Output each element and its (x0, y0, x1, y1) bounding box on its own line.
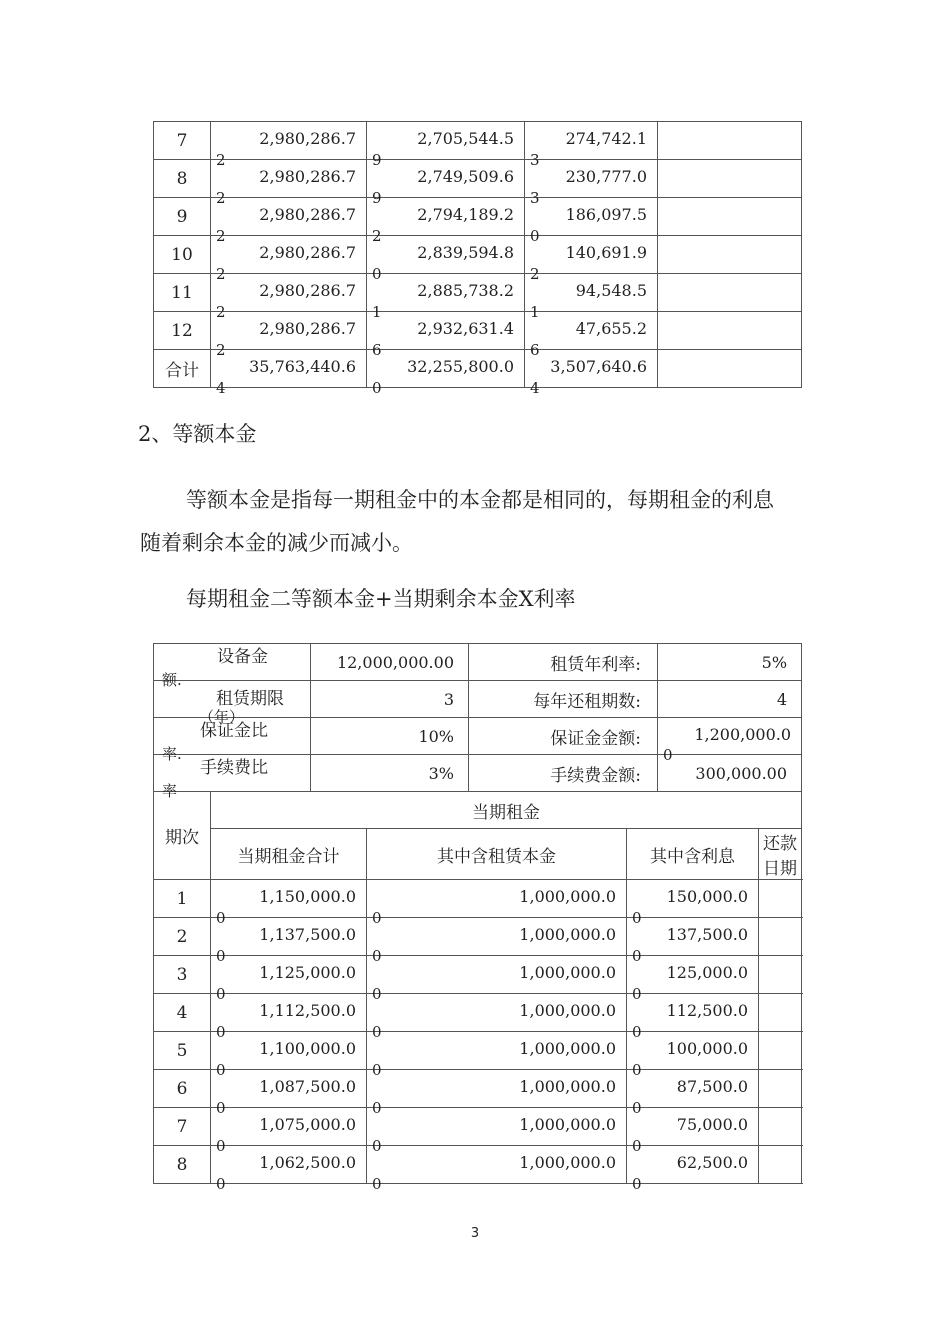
interest-value-wrap: 6 (530, 341, 540, 359)
interest-value: 230,777.0 (565, 167, 647, 186)
interest-value-cell (525, 236, 658, 283)
principal-value-wrap: 0 (372, 265, 382, 283)
principal-value-cell (367, 198, 525, 245)
period-cell: 5 (154, 1032, 211, 1070)
interest-value-wrap: 0 (632, 909, 642, 927)
total-value-wrap: 0 (216, 1061, 226, 1079)
period-cell: 9 (154, 198, 211, 236)
fee-amount-label: 手续费金额: (469, 755, 658, 792)
date-cell (759, 1070, 802, 1108)
date-cell (658, 350, 802, 388)
deposit-ratio-label-cell (154, 718, 311, 763)
total-value-wrap: 0 (216, 1099, 226, 1117)
total-value-cell (211, 1032, 367, 1079)
total-value-cell (211, 1070, 367, 1117)
deposit-ratio-label: 保证金比 (200, 721, 268, 741)
total-value: 1,087,500.0 (259, 1077, 356, 1096)
total-value: 2,980,286.7 (259, 167, 356, 186)
table-row (154, 122, 802, 160)
principal-value-wrap: 0 (372, 379, 382, 397)
table-row (154, 918, 802, 956)
interest-value: 137,500.0 (666, 925, 749, 944)
principal-value: 1,000,000.0 (519, 887, 616, 906)
principal-value: 1,000,000.0 (519, 1001, 616, 1020)
principal-value: 32,255,800.0 (407, 357, 514, 376)
total-value: 2,980,286.7 (259, 243, 356, 262)
equal-principal-table-body (154, 644, 802, 1193)
principal-value-cell (367, 350, 525, 397)
interest-value-wrap: 1 (530, 303, 540, 321)
paragraph-line: 随着剩余本金的减少而减小。 (140, 531, 413, 555)
interest-value-cell (525, 160, 658, 207)
interest-value-cell (627, 1070, 759, 1117)
period-cell: 11 (154, 274, 211, 312)
total-value: 1,150,000.0 (259, 887, 356, 906)
principal-value-cell (367, 122, 525, 169)
principal-value-wrap: 1 (372, 303, 382, 321)
params-row (154, 718, 802, 755)
annual-rate-label: 租赁年利率: (469, 644, 658, 681)
interest-value: 274,742.1 (565, 129, 647, 148)
interest-value: 87,500.0 (676, 1077, 749, 1096)
total-value-cell (211, 918, 367, 965)
principal-value-cell (367, 918, 627, 965)
interest-value-wrap: 3 (530, 151, 540, 169)
interest-value: 112,500.0 (666, 1001, 749, 1020)
principal-value: 1,000,000.0 (519, 1039, 616, 1058)
total-value-wrap: 0 (216, 1023, 226, 1041)
principal-value-cell (367, 994, 627, 1041)
table-row (154, 198, 802, 236)
fee-ratio-label: 手续费比 (200, 758, 268, 778)
equipment-amount-label-cell (154, 644, 311, 689)
period-cell: 2 (154, 918, 211, 956)
principal-value-cell (367, 236, 525, 283)
fee-ratio-label-cell (154, 755, 311, 800)
date-cell (759, 1108, 802, 1146)
interest-value-cell (525, 198, 658, 245)
deposit-ratio-value: 10% (311, 718, 469, 755)
period-cell: 1 (154, 880, 211, 918)
interest-value-cell (627, 918, 759, 965)
principal-value-cell (367, 160, 525, 207)
table-row (154, 956, 802, 994)
interest-value-cell (525, 274, 658, 321)
lease-term-label: 租赁期限 (216, 689, 284, 709)
total-value-wrap: 2 (216, 189, 226, 207)
total-value-wrap: 0 (216, 947, 226, 965)
total-value-wrap: 0 (216, 985, 226, 1003)
interest-value: 140,691.9 (565, 243, 647, 262)
total-value-wrap: 0 (216, 909, 226, 927)
current-rent-header: 当期租金 (211, 792, 802, 829)
deposit-ratio-label-wrap: 率. (162, 745, 182, 763)
table-row (154, 880, 802, 918)
table-row (154, 1108, 802, 1146)
fee-ratio-value: 3% (311, 755, 469, 792)
principal-value: 2,705,544.5 (417, 129, 514, 148)
interest-value-wrap: 0 (632, 1175, 642, 1193)
total-value-cell (211, 160, 367, 207)
fee-amount-value: 300,000.00 (658, 755, 802, 792)
total-value: 35,763,440.6 (249, 357, 356, 376)
principal-value-cell (367, 274, 525, 321)
period-cell: 7 (154, 1108, 211, 1146)
total-value: 1,075,000.0 (259, 1115, 356, 1134)
total-value-cell (211, 236, 367, 283)
principal-value: 2,794,189.2 (417, 205, 514, 224)
principal-value: 1,000,000.0 (519, 1115, 616, 1134)
date-cell (658, 160, 802, 198)
period-cell: 6 (154, 1070, 211, 1108)
interest-header: 其中含利息 (627, 829, 759, 880)
interest-value-cell (627, 880, 759, 927)
total-value-cell (211, 994, 367, 1041)
period-header: 期次 (154, 792, 211, 880)
deposit-amount-label: 保证金金额: (469, 718, 658, 755)
principal-value-wrap: 0 (372, 1061, 382, 1079)
interest-value-cell (627, 956, 759, 1003)
deposit-amount-value: 1,200,000.0 (694, 725, 792, 744)
total-value-cell (211, 350, 367, 397)
date-cell (658, 312, 802, 350)
principal-value-cell (367, 1032, 627, 1079)
header-row (154, 829, 802, 880)
period-cell: 12 (154, 312, 211, 350)
date-cell (759, 1032, 802, 1070)
principal-value-cell (367, 1108, 627, 1155)
principal-value-wrap: 6 (372, 341, 382, 359)
total-value-cell (211, 274, 367, 321)
principal-value-wrap: 9 (372, 189, 382, 207)
total-value-cell (211, 956, 367, 1003)
interest-value-cell (627, 1146, 759, 1193)
interest-value: 75,000.0 (676, 1115, 749, 1134)
date-cell (658, 198, 802, 236)
interest-value-wrap: 0 (530, 227, 540, 245)
interest-value: 125,000.0 (666, 963, 749, 982)
date-cell (759, 956, 802, 994)
period-cell: 3 (154, 956, 211, 994)
equipment-amount-label-wrap: 额. (162, 671, 182, 689)
total-value-wrap: 2 (216, 341, 226, 359)
interest-value-wrap: 4 (530, 379, 540, 397)
period-cell: 7 (154, 122, 211, 160)
principal-value: 2,839,594.8 (417, 243, 514, 262)
payments-per-year-label: 每年还租期数: (469, 681, 658, 718)
total-value: 2,980,286.7 (259, 281, 356, 300)
header-row (154, 792, 802, 829)
principal-value: 1,000,000.0 (519, 925, 616, 944)
fee-ratio-label-wrap: 率 (162, 782, 178, 800)
date-cell (658, 236, 802, 274)
params-row (154, 644, 802, 681)
total-value: 2,980,286.7 (259, 129, 356, 148)
section-title: 2、等额本金 (138, 422, 257, 446)
principal-value-wrap: 2 (372, 227, 382, 245)
table-row (154, 350, 802, 388)
date-cell (759, 880, 802, 918)
date-cell (759, 994, 802, 1032)
date-cell (658, 122, 802, 160)
date-cell (658, 274, 802, 312)
principal-value: 1,000,000.0 (519, 1153, 616, 1172)
principal-value-cell (367, 312, 525, 359)
period-cell: 4 (154, 994, 211, 1032)
principal-header: 其中含租赁本金 (367, 829, 627, 880)
table-row (154, 274, 802, 312)
total-value-wrap: 2 (216, 227, 226, 245)
table-row (154, 1070, 802, 1108)
principal-value-wrap: 0 (372, 1099, 382, 1117)
interest-value: 62,500.0 (676, 1153, 749, 1172)
lease-term-label-cell (154, 681, 311, 726)
principal-value-cell (367, 1146, 627, 1193)
total-value: 1,137,500.0 (259, 925, 356, 944)
interest-value: 47,655.2 (575, 319, 647, 338)
equal-principal-table (153, 643, 802, 1193)
interest-value-wrap: 2 (530, 265, 540, 283)
page-number: 3 (470, 1226, 480, 1241)
lease-term-value: 3 (311, 681, 469, 718)
interest-value: 94,548.5 (575, 281, 647, 300)
total-value-wrap: 2 (216, 303, 226, 321)
total-value: 1,112,500.0 (259, 1001, 356, 1020)
date-cell (759, 918, 802, 956)
principal-value-wrap: 0 (372, 1137, 382, 1155)
total-value-wrap: 4 (216, 379, 226, 397)
interest-value: 100,000.0 (666, 1039, 749, 1058)
date-header: 还款日期 (759, 829, 802, 880)
total-value-cell (211, 1146, 367, 1193)
interest-value-wrap: 0 (632, 1137, 642, 1155)
principal-value: 2,885,738.2 (417, 281, 514, 300)
total-value: 1,062,500.0 (259, 1153, 356, 1172)
interest-value-wrap: 3 (530, 189, 540, 207)
interest-value: 150,000.0 (666, 887, 749, 906)
principal-value-wrap: 0 (372, 947, 382, 965)
interest-value: 186,097.5 (565, 205, 647, 224)
params-row (154, 755, 802, 792)
equipment-amount-label: 设备金 (217, 647, 268, 667)
period-cell: 10 (154, 236, 211, 274)
interest-value-wrap: 0 (632, 947, 642, 965)
total-value: 2,980,286.7 (259, 205, 356, 224)
equipment-amount-value: 12,000,000.00 (311, 644, 469, 681)
table-row (154, 994, 802, 1032)
installment-table-body (154, 122, 802, 397)
principal-value-wrap: 0 (372, 1175, 382, 1193)
period-cell: 合计 (154, 350, 211, 388)
annual-rate-value: 5% (658, 644, 802, 681)
principal-value-wrap: 0 (372, 909, 382, 927)
deposit-amount-cell (658, 718, 802, 764)
principal-value-cell (367, 956, 627, 1003)
total-value-cell (211, 312, 367, 359)
formula-line: 每期租金二等额本金+当期剩余本金X利率 (186, 587, 576, 611)
interest-value-wrap: 0 (632, 1099, 642, 1117)
total-value-cell (211, 198, 367, 245)
total-header: 当期租金合计 (211, 829, 367, 880)
paragraph-line: 等额本金是指每一期租金中的本金都是相同的，每期租金的利息 (186, 488, 774, 512)
interest-value-cell (627, 1032, 759, 1079)
total-value-cell (211, 122, 367, 169)
interest-value-cell (525, 122, 658, 169)
interest-value-cell (525, 350, 658, 397)
payments-per-year-value: 4 (658, 681, 802, 718)
total-value: 1,100,000.0 (259, 1039, 356, 1058)
total-value-cell (211, 1108, 367, 1155)
params-row (154, 681, 802, 718)
principal-value-cell (367, 1070, 627, 1117)
interest-value-wrap: 0 (632, 985, 642, 1003)
total-value-wrap: 2 (216, 265, 226, 283)
principal-value: 1,000,000.0 (519, 963, 616, 982)
principal-value-wrap: 0 (372, 1023, 382, 1041)
interest-value-wrap: 0 (632, 1023, 642, 1041)
interest-value: 3,507,640.6 (550, 357, 647, 376)
total-value-wrap: 0 (216, 1175, 226, 1193)
period-cell: 8 (154, 160, 211, 198)
principal-value: 2,749,509.6 (417, 167, 514, 186)
interest-value-cell (627, 994, 759, 1041)
table-row (154, 1032, 802, 1070)
interest-value-wrap: 0 (632, 1061, 642, 1079)
table-row (154, 312, 802, 350)
table-row (154, 1146, 802, 1184)
table-row (154, 236, 802, 274)
installment-table-continued (153, 121, 802, 397)
total-value: 2,980,286.7 (259, 319, 356, 338)
period-cell: 8 (154, 1146, 211, 1184)
total-value-cell (211, 880, 367, 927)
total-value-wrap: 0 (216, 1137, 226, 1155)
principal-value-wrap: 9 (372, 151, 382, 169)
principal-value: 1,000,000.0 (519, 1077, 616, 1096)
deposit-amount-wrap: 0 (663, 746, 673, 764)
interest-value-cell (627, 1108, 759, 1155)
principal-value-wrap: 0 (372, 985, 382, 1003)
total-value-wrap: 2 (216, 151, 226, 169)
principal-value: 2,932,631.4 (417, 319, 514, 338)
table-row (154, 160, 802, 198)
date-cell (759, 1146, 802, 1184)
interest-value-cell (525, 312, 658, 359)
principal-value-cell (367, 880, 627, 927)
total-value: 1,125,000.0 (259, 963, 356, 982)
lease-term-label-wrap: （年） (199, 708, 245, 726)
